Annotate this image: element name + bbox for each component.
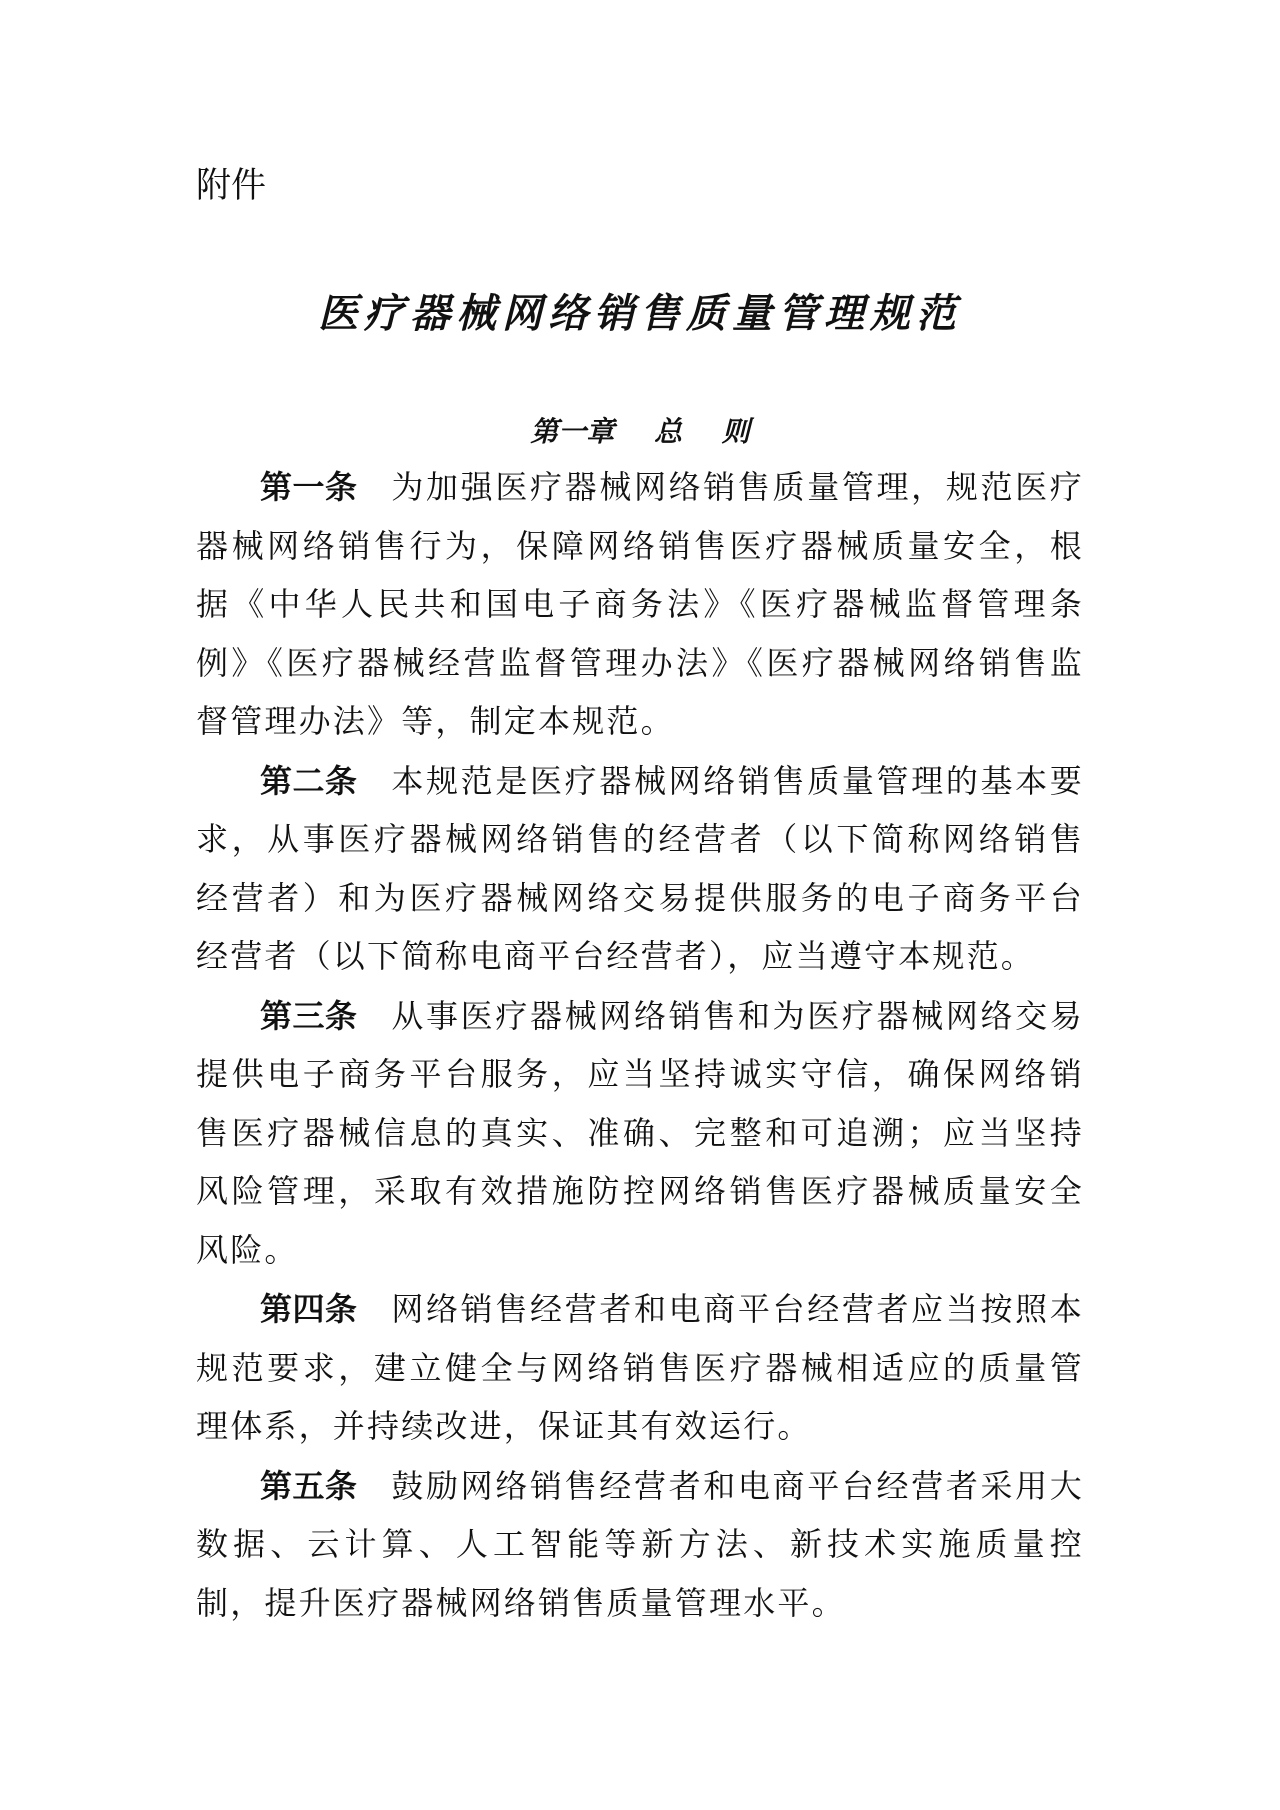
article-3 bbox=[196, 987, 1084, 1280]
chapter-name: 总 则 bbox=[654, 415, 750, 448]
article-1 bbox=[196, 458, 1084, 751]
article-5 bbox=[196, 1457, 1084, 1633]
article-text: 为加强医疗器械网络销售质量管理，规范医疗器械网络销售行为，保障网络销售医疗器械质量安全，根据《中华人民共和国电子商务法》《医疗器械监督管理条例》《医疗器械经营监督管理办法》《医疗器械网络销售监督管理办法》等，制定本规范。 bbox=[196, 468, 1084, 740]
article-text: 鼓励网络销售经营者和电商平台经营者采用大数据、云计算、人工智能等新方法、新技术实施质量控制，提升医疗器械网络销售质量管理水平。 bbox=[196, 1466, 1084, 1622]
attachment-label: 附件 bbox=[196, 166, 267, 206]
document-title: 医疗器械网络销售质量管理规范 bbox=[318, 290, 962, 337]
article-text: 本规范是医疗器械网络销售质量管理的基本要求，从事医疗器械网络销售的经营者（以下简称网络销售经营者）和为医疗器械网络交易提供服务的电子商务平台经营者（以下简称电商平台经营者），应当遵守本规范。 bbox=[196, 761, 1084, 975]
chapter-number: 第一章 bbox=[530, 415, 615, 448]
document-body bbox=[196, 458, 1084, 1633]
article-2 bbox=[196, 752, 1084, 986]
article-text: 网络销售经营者和电商平台经营者应当按照本规范要求，建立健全与网络销售医疗器械相适应的质量管理体系，并持续改进，保证其有效运行。 bbox=[196, 1290, 1084, 1445]
chapter-heading bbox=[196, 412, 1084, 452]
article-number: 第一条 bbox=[260, 468, 358, 506]
article-number: 第五条 bbox=[260, 1466, 358, 1505]
article-number: 第四条 bbox=[260, 1290, 358, 1328]
article-text: 从事医疗器械网络销售和为医疗器械网络交易提供电子商务平台服务，应当坚持诚实守信，确保网络销售医疗器械信息的真实、准确、完整和可追溯；应当坚持风险管理，采取有效措施防控网络销售医疗器械质量安全风险。 bbox=[196, 996, 1084, 1269]
article-number: 第三条 bbox=[260, 996, 358, 1035]
article-number: 第二条 bbox=[260, 761, 358, 800]
article-4 bbox=[196, 1280, 1084, 1456]
